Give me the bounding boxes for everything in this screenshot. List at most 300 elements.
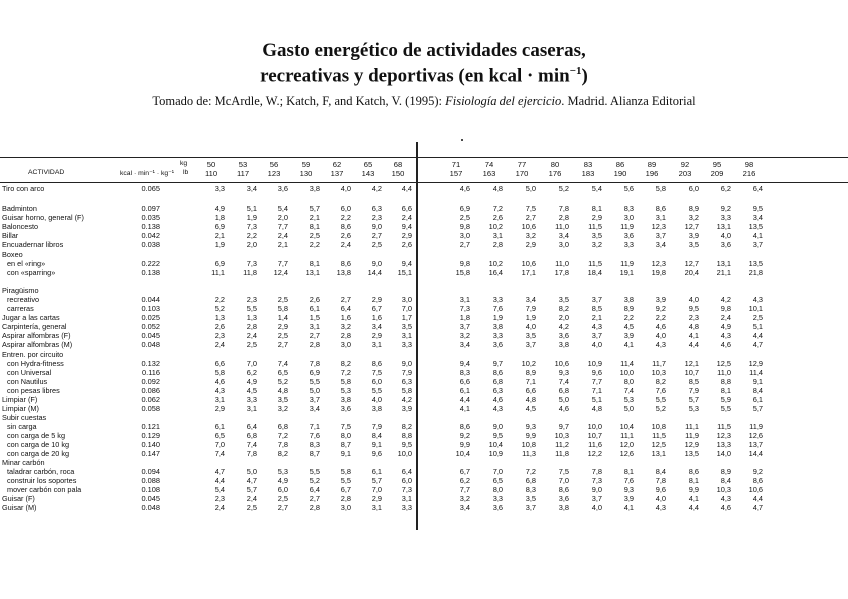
header-weight-lb: 143 [361, 169, 375, 178]
energy-value-cell: 3,4 [371, 322, 382, 331]
energy-value-cell: 3,2 [459, 494, 470, 503]
kcal-rate: 0.222 [141, 259, 160, 268]
energy-value-cell: 5,8 [340, 467, 351, 476]
energy-value-cell: 15,8 [455, 268, 470, 277]
energy-value-cell: 8,6 [492, 368, 503, 377]
energy-value-cell: 9,0 [591, 485, 602, 494]
energy-value-cell: 11,8 [555, 449, 569, 458]
energy-value-cell: 1,9 [492, 313, 503, 322]
energy-value-cell: 11,5 [588, 222, 602, 231]
header-weight-lb: 176 [548, 169, 562, 178]
energy-value-cell: 5,0 [525, 184, 536, 193]
activity-label: Badminton [2, 204, 37, 213]
energy-value-cell: 10,3 [651, 368, 666, 377]
activity-label: con pesas libres [7, 386, 60, 395]
energy-value-cell: 4,0 [340, 184, 351, 193]
energy-value-cell: 12,4 [273, 268, 288, 277]
energy-value-cell: 6,1 [214, 422, 225, 431]
energy-value-cell: 6,8 [277, 422, 288, 431]
energy-value-cell: 7,8 [246, 449, 257, 458]
energy-value-cell: 8,4 [752, 386, 763, 395]
energy-value-cell: 3,3 [492, 331, 503, 340]
energy-value-cell: 11,9 [620, 222, 634, 231]
energy-value-cell: 9,1 [371, 440, 382, 449]
kcal-rate: 0.042 [141, 231, 160, 240]
energy-value-cell: 17,8 [554, 268, 569, 277]
energy-value-cell: 4,4 [688, 503, 699, 512]
energy-value-cell: 5,4 [277, 204, 288, 213]
energy-value-cell: 3,7 [591, 331, 602, 340]
energy-value-cell: 9,8 [459, 222, 470, 231]
kcal-rate: 0.065 [141, 184, 160, 193]
energy-value-cell: 9,8 [459, 259, 470, 268]
energy-value-cell: 7,5 [525, 204, 536, 213]
energy-value-cell: 4,4 [752, 331, 763, 340]
energy-value-cell: 6,1 [309, 304, 320, 313]
energy-value-cell: 13,1 [651, 449, 666, 458]
energy-value-cell: 3,3 [623, 240, 634, 249]
energy-value-cell: 8,1 [309, 222, 320, 231]
energy-value-cell: 4,0 [525, 322, 536, 331]
energy-value-cell: 4,7 [752, 503, 763, 512]
activity-label: en el «ring» [7, 259, 46, 268]
energy-value-cell: 7,4 [558, 377, 569, 386]
table-row [0, 286, 848, 295]
table-row [0, 350, 848, 359]
energy-value-cell: 10,0 [587, 422, 602, 431]
energy-value-cell: 9,7 [492, 359, 503, 368]
energy-value-cell: 3,1 [459, 295, 470, 304]
energy-value-cell: 7,7 [277, 259, 288, 268]
table-row [0, 431, 848, 440]
energy-value-cell: 3,2 [277, 404, 288, 413]
energy-value-cell: 4,3 [214, 386, 225, 395]
header-weight-kg: 56 [269, 160, 279, 169]
energy-value-cell: 8,8 [401, 431, 412, 440]
energy-value-cell: 5,5 [720, 404, 731, 413]
energy-value-cell: 3,3 [401, 340, 412, 349]
energy-value-cell: 5,3 [277, 467, 288, 476]
energy-value-cell: 12,3 [716, 431, 731, 440]
energy-value-cell: 6,0 [688, 184, 699, 193]
energy-value-cell: 2,1 [277, 240, 288, 249]
table-row [0, 222, 848, 231]
table-row [0, 485, 848, 494]
energy-value-cell: 13,5 [748, 259, 763, 268]
energy-value-cell: 10,2 [488, 222, 503, 231]
energy-value-cell: 3,9 [655, 295, 666, 304]
kcal-rate: 0.045 [141, 331, 160, 340]
energy-value-cell: 7,0 [401, 304, 412, 313]
energy-value-cell: 8,4 [371, 431, 382, 440]
kcal-rate: 0.045 [141, 494, 160, 503]
energy-value-cell: 3,3 [492, 295, 503, 304]
energy-value-cell: 4,6 [459, 184, 470, 193]
energy-value-cell: 11,5 [588, 259, 602, 268]
energy-value-cell: 7,8 [558, 204, 569, 213]
table-row [0, 368, 848, 377]
energy-value-cell: 11,6 [588, 440, 602, 449]
energy-value-cell: 2,8 [340, 331, 351, 340]
energy-value-cell: 4,9 [720, 322, 731, 331]
energy-value-cell: 2,7 [309, 331, 320, 340]
energy-value-cell: 2,5 [277, 331, 288, 340]
energy-value-cell: 12,6 [619, 449, 634, 458]
energy-value-cell: 4,7 [246, 476, 257, 485]
energy-value-cell: 4,3 [492, 404, 503, 413]
kcal-rate: 0.025 [141, 313, 160, 322]
energy-value-cell: 2,9 [277, 322, 288, 331]
energy-value-cell: 3,0 [558, 240, 569, 249]
energy-value-cell: 6,7 [459, 467, 470, 476]
energy-value-cell: 12,7 [684, 259, 699, 268]
kcal-rate: 0.138 [141, 222, 160, 231]
energy-value-cell: 5,0 [558, 395, 569, 404]
energy-value-cell: 4,0 [688, 295, 699, 304]
energy-value-cell: 11,4 [620, 359, 634, 368]
energy-value-cell: 7,5 [558, 467, 569, 476]
energy-value-cell: 9,5 [492, 431, 503, 440]
energy-value-cell: 2,4 [246, 494, 257, 503]
kcal-rate: 0.044 [141, 295, 160, 304]
energy-value-cell: 19,8 [651, 268, 666, 277]
energy-value-cell: 3,1 [309, 322, 320, 331]
energy-value-cell: 19,1 [619, 268, 634, 277]
energy-value-cell: 3,8 [558, 340, 569, 349]
energy-value-cell: 3,4 [752, 213, 763, 222]
energy-value-cell: 2,3 [371, 213, 382, 222]
activity-label: Guisar horno, general (F) [2, 213, 84, 222]
energy-value-cell: 3,9 [623, 331, 634, 340]
energy-value-cell: 5,0 [246, 467, 257, 476]
energy-value-cell: 5,3 [623, 395, 634, 404]
table-row [0, 467, 848, 476]
energy-value-cell: 4,1 [459, 404, 470, 413]
energy-value-cell: 2,5 [246, 340, 257, 349]
activity-label: Carpintería, general [2, 322, 67, 331]
energy-value-cell: 5,1 [246, 204, 257, 213]
energy-value-cell: 7,2 [340, 368, 351, 377]
energy-value-cell: 11,9 [749, 422, 763, 431]
activity-label: con «sparring» [7, 268, 56, 277]
header-weight-lb: 163 [482, 169, 496, 178]
energy-value-cell: 7,3 [246, 222, 257, 231]
header-weight-lb: 190 [613, 169, 627, 178]
energy-value-cell: 2,5 [309, 231, 320, 240]
energy-value-cell: 10,3 [716, 485, 731, 494]
energy-value-cell: 7,0 [492, 467, 503, 476]
energy-value-cell: 13,1 [716, 222, 731, 231]
energy-value-cell: 3,8 [371, 404, 382, 413]
energy-value-cell: 3,2 [340, 322, 351, 331]
header-weight-kg: 83 [583, 160, 593, 169]
energy-value-cell: 12,0 [619, 440, 634, 449]
energy-value-cell: 2,7 [309, 494, 320, 503]
activity-label: Entren. por circuito [2, 350, 64, 359]
header-weight-kg: 74 [484, 160, 494, 169]
energy-value-cell: 4,9 [246, 377, 257, 386]
energy-value-cell: 13,7 [748, 440, 763, 449]
energy-value-cell: 3,4 [655, 240, 666, 249]
energy-value-cell: 7,3 [459, 304, 470, 313]
energy-value-cell: 11,9 [685, 431, 699, 440]
energy-value-cell: 3,5 [688, 240, 699, 249]
header-weight-lb: 157 [449, 169, 463, 178]
energy-value-cell: 6,3 [492, 386, 503, 395]
table-row [0, 359, 848, 368]
energy-value-cell: 5,6 [623, 184, 634, 193]
energy-value-cell: 18,4 [587, 268, 602, 277]
header-weight-kg: 59 [301, 160, 311, 169]
energy-value-cell: 3,6 [492, 340, 503, 349]
header-weight-lb: 209 [710, 169, 724, 178]
table-row [0, 295, 848, 304]
header-weight-kg: 98 [744, 160, 754, 169]
energy-value-cell: 12,1 [684, 359, 699, 368]
header-weight-lb: 110 [204, 169, 218, 178]
energy-value-cell: 10,2 [521, 359, 536, 368]
energy-value-cell: 2,8 [246, 322, 257, 331]
kcal-rate: 0.103 [141, 304, 160, 313]
energy-value-cell: 4,9 [214, 204, 225, 213]
energy-value-cell: 2,2 [340, 213, 351, 222]
kcal-rate: 0.132 [141, 359, 160, 368]
energy-value-cell: 7,1 [591, 386, 602, 395]
table-row [0, 204, 848, 213]
table-row [0, 386, 848, 395]
header-weight-lb: 117 [236, 169, 250, 178]
energy-value-cell: 10,6 [521, 259, 536, 268]
energy-value-cell: 6,9 [459, 204, 470, 213]
energy-value-cell: 11,4 [749, 368, 763, 377]
energy-value-cell: 2,9 [591, 213, 602, 222]
energy-value-cell: 2,1 [591, 313, 602, 322]
energy-value-cell: 6,5 [214, 431, 225, 440]
energy-value-cell: 1,5 [309, 313, 320, 322]
energy-value-cell: 6,2 [459, 476, 470, 485]
energy-value-cell: 8,9 [720, 467, 731, 476]
energy-value-cell: 2,7 [277, 340, 288, 349]
energy-value-cell: 11,0 [555, 259, 569, 268]
energy-value-cell: 3,7 [752, 240, 763, 249]
energy-value-cell: 4,5 [246, 386, 257, 395]
activity-label: Encuadernar libros [2, 240, 64, 249]
energy-value-cell: 6,4 [309, 485, 320, 494]
kcal-rate: 0.094 [141, 467, 160, 476]
energy-value-cell: 12,9 [684, 440, 699, 449]
energy-value-cell: 2,9 [401, 231, 412, 240]
energy-value-cell: 10,7 [684, 368, 699, 377]
energy-value-cell: 3,7 [309, 395, 320, 404]
energy-value-cell: 2,4 [401, 213, 412, 222]
energy-value-cell: 13,8 [336, 268, 351, 277]
kcal-rate: 0.097 [141, 204, 160, 213]
energy-value-cell: 11,1 [620, 431, 634, 440]
energy-value-cell: 6,9 [214, 259, 225, 268]
energy-value-cell: 11,1 [685, 422, 699, 431]
energy-value-cell: 3,4 [525, 295, 536, 304]
energy-value-cell: 1,4 [277, 313, 288, 322]
energy-value-cell: 12,7 [684, 222, 699, 231]
energy-value-cell: 2,9 [371, 295, 382, 304]
energy-value-cell: 7,4 [214, 449, 225, 458]
energy-value-cell: 3,4 [309, 404, 320, 413]
table-row [0, 331, 848, 340]
header-weight-kg: 95 [712, 160, 722, 169]
energy-value-cell: 6,3 [371, 204, 382, 213]
energy-value-cell: 5,7 [371, 476, 382, 485]
energy-value-cell: 2,5 [246, 503, 257, 512]
energy-value-cell: 2,5 [277, 295, 288, 304]
energy-value-cell: 7,4 [277, 359, 288, 368]
energy-value-cell: 8,8 [720, 377, 731, 386]
energy-value-cell: 4,4 [688, 340, 699, 349]
energy-value-cell: 10,0 [619, 368, 634, 377]
table-row [0, 494, 848, 503]
energy-value-cell: 8,6 [340, 222, 351, 231]
energy-value-cell: 15,1 [397, 268, 412, 277]
table-row [0, 404, 848, 413]
kcal-rate: 0.035 [141, 213, 160, 222]
energy-value-cell: 3,3 [492, 494, 503, 503]
energy-value-cell: 9,2 [655, 304, 666, 313]
energy-value-cell: 2,8 [558, 213, 569, 222]
energy-value-cell: 2,2 [623, 313, 634, 322]
energy-value-cell: 7,0 [371, 485, 382, 494]
energy-value-cell: 9,0 [492, 422, 503, 431]
energy-value-cell: 8,1 [720, 386, 731, 395]
energy-value-cell: 8,1 [688, 476, 699, 485]
energy-value-cell: 2,4 [246, 331, 257, 340]
energy-value-cell: 9,1 [340, 449, 351, 458]
energy-value-cell: 4,5 [623, 322, 634, 331]
energy-value-cell: 3,6 [340, 404, 351, 413]
energy-value-cell: 12,6 [748, 431, 763, 440]
energy-value-cell: 5,1 [591, 395, 602, 404]
energy-value-cell: 7,4 [623, 386, 634, 395]
energy-value-cell: 4,9 [277, 476, 288, 485]
table-row [0, 440, 848, 449]
energy-value-cell: 3,1 [492, 231, 503, 240]
energy-value-cell: 7,2 [277, 431, 288, 440]
energy-value-cell: 5,1 [752, 322, 763, 331]
energy-value-cell: 8,7 [340, 440, 351, 449]
energy-value-cell: 3,9 [623, 494, 634, 503]
energy-value-cell: 3,9 [688, 231, 699, 240]
energy-value-cell: 8,6 [459, 422, 470, 431]
energy-value-cell: 7,9 [401, 368, 412, 377]
energy-value-cell: 9,2 [720, 204, 731, 213]
energy-value-cell: 16,4 [488, 268, 503, 277]
header-weight-lb: 196 [645, 169, 659, 178]
energy-value-cell: 12,2 [587, 449, 602, 458]
kcal-rate: 0.140 [141, 440, 160, 449]
energy-value-cell: 12,9 [748, 359, 763, 368]
energy-value-cell: 3,4 [459, 503, 470, 512]
energy-value-cell: 2,5 [277, 494, 288, 503]
energy-value-cell: 2,1 [309, 213, 320, 222]
energy-value-cell: 7,1 [525, 377, 536, 386]
energy-value-cell: 2,7 [459, 240, 470, 249]
energy-value-cell: 8,7 [309, 449, 320, 458]
energy-value-cell: 2,4 [720, 313, 731, 322]
energy-value-cell: 3,7 [459, 322, 470, 331]
energy-value-cell: 4,6 [720, 503, 731, 512]
energy-value-cell: 3,5 [401, 322, 412, 331]
energy-value-cell: 3,5 [525, 494, 536, 503]
energy-value-cell: 10,6 [748, 485, 763, 494]
energy-value-cell: 2,2 [309, 240, 320, 249]
energy-value-cell: 10,2 [488, 259, 503, 268]
energy-value-cell: 6,3 [401, 377, 412, 386]
energy-value-cell: 2,7 [525, 213, 536, 222]
energy-value-cell: 7,4 [246, 440, 257, 449]
energy-value-cell: 6,4 [246, 422, 257, 431]
activity-label: recreativo [7, 295, 40, 304]
energy-value-cell: 4,5 [525, 404, 536, 413]
energy-value-cell: 10,1 [748, 304, 763, 313]
energy-value-cell: 3,1 [655, 213, 666, 222]
table-row [0, 422, 848, 431]
energy-value-cell: 12,3 [651, 222, 666, 231]
energy-value-cell: 1,6 [340, 313, 351, 322]
activity-label: Guisar (F) [2, 494, 35, 503]
energy-value-cell: 9,9 [525, 431, 536, 440]
energy-value-cell: 8,6 [752, 476, 763, 485]
energy-value-cell: 2,8 [340, 494, 351, 503]
kcal-rate: 0.121 [141, 422, 160, 431]
energy-value-cell: 9,8 [720, 304, 731, 313]
energy-value-cell: 8,2 [340, 359, 351, 368]
energy-value-cell: 4,2 [720, 295, 731, 304]
activity-label: carreras [7, 304, 34, 313]
energy-value-cell: 2,1 [214, 231, 225, 240]
energy-value-cell: 3,7 [525, 503, 536, 512]
energy-value-cell: 7,1 [309, 422, 320, 431]
activity-label: Aspirar alfombras (M) [2, 340, 73, 349]
energy-value-cell: 7,9 [525, 304, 536, 313]
energy-value-cell: 10,7 [587, 431, 602, 440]
energy-value-cell: 4,8 [525, 395, 536, 404]
energy-value-cell: 6,7 [371, 304, 382, 313]
energy-value-cell: 3,3 [401, 503, 412, 512]
energy-value-cell: 8,0 [623, 377, 634, 386]
energy-value-cell: 3,4 [459, 340, 470, 349]
energy-value-cell: 9,4 [401, 222, 412, 231]
energy-value-cell: 6,4 [340, 304, 351, 313]
title-line-1: Gasto energético de actividades caseras, [262, 40, 586, 61]
energy-value-cell: 4,4 [401, 184, 412, 193]
energy-value-cell: 2,4 [214, 503, 225, 512]
energy-value-cell: 3,0 [340, 340, 351, 349]
energy-value-cell: 2,3 [688, 313, 699, 322]
energy-value-cell: 3,2 [525, 231, 536, 240]
energy-value-cell: 10,8 [521, 440, 536, 449]
table-row [0, 395, 848, 404]
energy-value-cell: 7,3 [591, 476, 602, 485]
energy-value-cell: 2,9 [214, 404, 225, 413]
energy-value-cell: 2,9 [525, 240, 536, 249]
energy-value-cell: 2,7 [371, 231, 382, 240]
energy-value-cell: 2,2 [246, 231, 257, 240]
energy-value-cell: 5,5 [246, 304, 257, 313]
activity-label: Tiro con arco [2, 184, 45, 193]
energy-value-cell: 6,9 [309, 368, 320, 377]
kcal-rate: 0.088 [141, 476, 160, 485]
energy-value-cell: 7,7 [459, 485, 470, 494]
energy-value-cell: 2,3 [214, 331, 225, 340]
activity-label: con carga de 20 kg [7, 449, 70, 458]
